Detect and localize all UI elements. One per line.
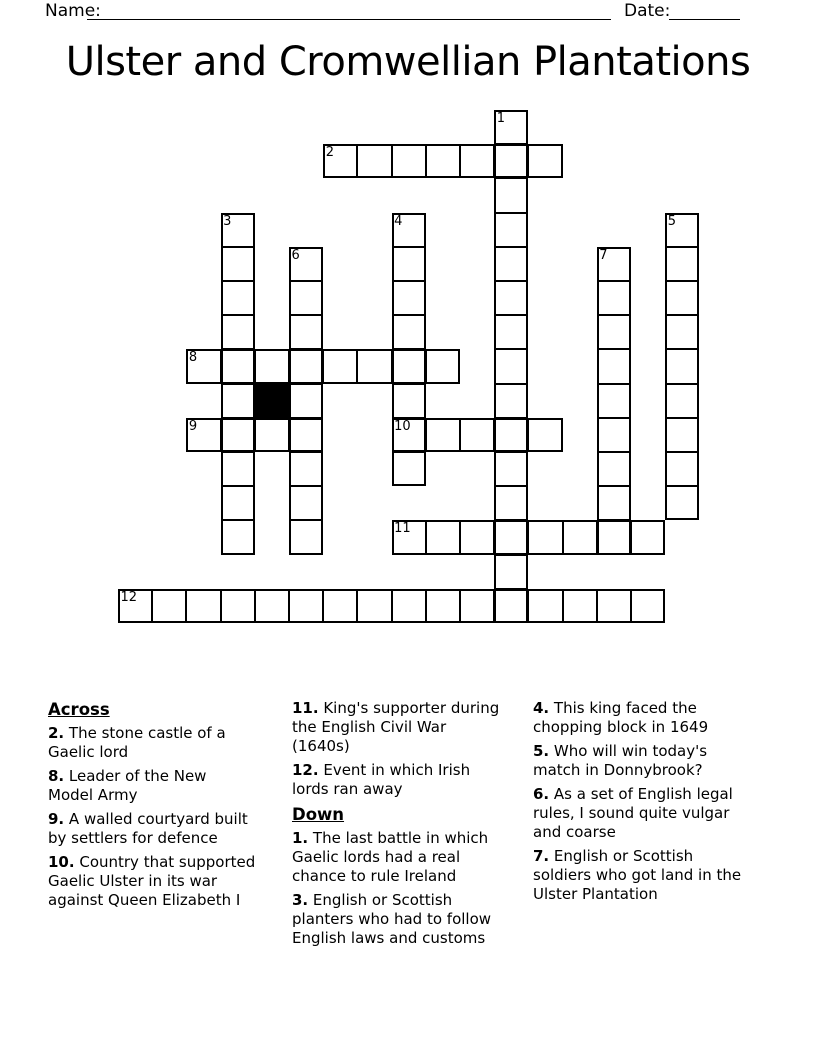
grid-cell[interactable] bbox=[426, 144, 460, 178]
grid-cell[interactable] bbox=[494, 247, 528, 281]
grid-cell[interactable] bbox=[665, 452, 699, 486]
grid-cell[interactable] bbox=[357, 144, 391, 178]
grid-cell[interactable] bbox=[494, 349, 528, 383]
grid-cell[interactable] bbox=[494, 110, 528, 144]
grid-cell[interactable] bbox=[528, 589, 562, 623]
grid-cell[interactable] bbox=[289, 486, 323, 520]
grid-cell[interactable] bbox=[392, 384, 426, 418]
grid-cell[interactable] bbox=[426, 589, 460, 623]
grid-cell[interactable] bbox=[289, 281, 323, 315]
grid-cell[interactable] bbox=[494, 418, 528, 452]
clue-number-8: 8 bbox=[188, 350, 198, 366]
grid-cell[interactable] bbox=[494, 144, 528, 178]
grid-cell[interactable] bbox=[665, 213, 699, 247]
grid-cell[interactable] bbox=[426, 418, 460, 452]
grid-cell[interactable] bbox=[665, 486, 699, 520]
clue-number-7: 7 bbox=[599, 247, 608, 263]
grid-cell[interactable] bbox=[392, 520, 426, 554]
clue-12: 12. Event in which Irish lords ran away bbox=[292, 761, 471, 798]
clue-num-label: 7. bbox=[533, 847, 550, 865]
grid-cell[interactable] bbox=[289, 520, 323, 554]
grid-cell[interactable] bbox=[528, 144, 562, 178]
grid-cell[interactable] bbox=[357, 589, 391, 623]
grid-cell[interactable] bbox=[289, 589, 323, 623]
grid-cell[interactable] bbox=[357, 349, 391, 383]
grid-cell[interactable] bbox=[597, 589, 631, 623]
clue-num-label: 5. bbox=[533, 742, 550, 760]
grid-cell[interactable] bbox=[221, 486, 255, 520]
clue-number-3: 3 bbox=[223, 213, 232, 229]
grid-cell[interactable] bbox=[221, 589, 255, 623]
grid-cell[interactable] bbox=[255, 589, 289, 623]
grid-cell[interactable] bbox=[460, 589, 494, 623]
grid-cell[interactable] bbox=[392, 452, 426, 486]
clue-number-12: 12 bbox=[120, 589, 138, 605]
grid-cell[interactable] bbox=[221, 213, 255, 247]
grid-cell[interactable] bbox=[221, 349, 255, 383]
clue-num-label: 4. bbox=[533, 699, 550, 717]
clue-num-label: 3. bbox=[292, 891, 309, 909]
grid-cell[interactable] bbox=[460, 144, 494, 178]
clue-7: 7. English or Scottish soldiers who got land in the Ulster Plantation bbox=[533, 847, 742, 903]
clue-2: 2. The stone castle of a Gaelic lord bbox=[48, 724, 226, 761]
grid-cell[interactable] bbox=[494, 520, 528, 554]
grid-cell[interactable] bbox=[597, 452, 631, 486]
grid-cell[interactable] bbox=[221, 384, 255, 418]
clue-column-3 bbox=[533, 699, 749, 909]
grid-cell[interactable] bbox=[118, 589, 152, 623]
clue-6: 6. As a set of English legal rules, I sound quite vulgar and coarse bbox=[533, 785, 733, 841]
grid-cell[interactable] bbox=[665, 418, 699, 452]
clue-4: 4. This king faced the chopping block in 1649 bbox=[533, 699, 709, 736]
name-blank-line bbox=[87, 1, 611, 20]
grid-cell[interactable] bbox=[494, 452, 528, 486]
clue-column-2 bbox=[292, 699, 504, 953]
grid-cell[interactable] bbox=[597, 281, 631, 315]
grid-cell[interactable] bbox=[494, 213, 528, 247]
grid-cell[interactable] bbox=[323, 144, 357, 178]
grid-cell[interactable] bbox=[392, 144, 426, 178]
clue-11: 11. King's supporter during the English Civil War (1640s) bbox=[292, 699, 500, 755]
grid-cell[interactable] bbox=[221, 520, 255, 554]
clue-10: 10. Country that supported Gaelic Ulster in its war against Queen Elizabeth I bbox=[48, 853, 256, 909]
grid-cell[interactable] bbox=[392, 247, 426, 281]
grid-cell[interactable] bbox=[494, 384, 528, 418]
clue-number-1: 1 bbox=[496, 111, 505, 126]
grid-cell[interactable] bbox=[494, 555, 528, 589]
clue-1: 1. The last battle in which Gaelic lords had a real chance to rule Ireland bbox=[292, 829, 489, 885]
grid-cell[interactable] bbox=[221, 315, 255, 349]
grid-cell[interactable] bbox=[392, 281, 426, 315]
grid-cell[interactable] bbox=[426, 520, 460, 554]
clue-number-10: 10 bbox=[394, 418, 411, 434]
grid-cell[interactable] bbox=[289, 247, 323, 281]
clue-num-label: 1. bbox=[292, 829, 309, 847]
clue-number-9: 9 bbox=[188, 418, 198, 434]
name-label: Name: bbox=[45, 1, 101, 21]
clue-number-4: 4 bbox=[394, 213, 403, 229]
grid-cell[interactable] bbox=[186, 349, 220, 383]
grid-cell[interactable] bbox=[289, 384, 323, 418]
grid-cell[interactable] bbox=[597, 520, 631, 554]
clue-3: 3. English or Scottish planters who had to follow English laws and customs bbox=[292, 891, 492, 947]
grid-cell[interactable] bbox=[460, 418, 494, 452]
clue-5: 5. Who will win today's match in Donnybrook? bbox=[533, 742, 708, 779]
grid-cell[interactable] bbox=[289, 349, 323, 383]
grid-cell[interactable] bbox=[665, 349, 699, 383]
grid-cell[interactable] bbox=[665, 315, 699, 349]
down-heading: Down bbox=[292, 805, 345, 824]
grid-cell[interactable] bbox=[186, 418, 220, 452]
grid-cell[interactable] bbox=[494, 315, 528, 349]
grid-cell[interactable] bbox=[597, 384, 631, 418]
clue-8: 8. Leader of the New Model Army bbox=[48, 767, 207, 804]
grid-cell[interactable] bbox=[323, 349, 357, 383]
grid-cell[interactable] bbox=[597, 349, 631, 383]
clue-number-5: 5 bbox=[667, 213, 676, 229]
grid-cell[interactable] bbox=[289, 418, 323, 452]
grid-cell[interactable] bbox=[631, 589, 665, 623]
grid-cell[interactable] bbox=[221, 452, 255, 486]
clue-number-6: 6 bbox=[291, 247, 300, 263]
clue-num-label: 6. bbox=[533, 785, 550, 803]
grid-cell[interactable] bbox=[221, 418, 255, 452]
grid-cell[interactable] bbox=[665, 247, 699, 281]
grid-cell[interactable] bbox=[460, 520, 494, 554]
grid-cell[interactable] bbox=[665, 384, 699, 418]
grid-cell[interactable] bbox=[255, 349, 289, 383]
grid-cell[interactable] bbox=[563, 520, 597, 554]
grid-cell[interactable] bbox=[152, 589, 186, 623]
clue-number-11: 11 bbox=[394, 521, 411, 537]
clue-num-label: 8. bbox=[48, 767, 65, 785]
clue-num-label: 10. bbox=[48, 853, 75, 871]
grid-cell[interactable] bbox=[392, 213, 426, 247]
grid-cell[interactable] bbox=[392, 418, 426, 452]
grid-cell[interactable] bbox=[597, 486, 631, 520]
blocked-cell bbox=[255, 384, 289, 418]
grid-cell[interactable] bbox=[186, 589, 220, 623]
grid-cell[interactable] bbox=[221, 247, 255, 281]
grid-cell[interactable] bbox=[392, 315, 426, 349]
date-blank-line bbox=[669, 1, 740, 20]
grid-cell[interactable] bbox=[289, 452, 323, 486]
clue-column-1 bbox=[48, 699, 256, 915]
grid-cell[interactable] bbox=[392, 589, 426, 623]
grid-cell[interactable] bbox=[494, 589, 528, 623]
puzzle-title: Ulster and Cromwellian Plantations bbox=[65, 39, 751, 85]
date-label: Date: bbox=[624, 1, 671, 21]
grid-cell[interactable] bbox=[494, 281, 528, 315]
grid-cell[interactable] bbox=[631, 520, 665, 554]
clue-num-label: 9. bbox=[48, 810, 65, 828]
grid-cell[interactable] bbox=[597, 418, 631, 452]
grid-cell[interactable] bbox=[289, 315, 323, 349]
grid-cell[interactable] bbox=[221, 281, 255, 315]
grid-cell[interactable] bbox=[494, 178, 528, 212]
grid-cell[interactable] bbox=[392, 349, 426, 383]
grid-cell[interactable] bbox=[597, 315, 631, 349]
grid-cell[interactable] bbox=[255, 418, 289, 452]
grid-cell[interactable] bbox=[597, 247, 631, 281]
clue-9: 9. A walled courtyard built by settlers for defence bbox=[48, 810, 248, 847]
grid-cell[interactable] bbox=[323, 589, 357, 623]
grid-cell[interactable] bbox=[494, 486, 528, 520]
grid-cell[interactable] bbox=[426, 349, 460, 383]
clue-num-label: 11. bbox=[292, 699, 319, 717]
grid-cell[interactable] bbox=[528, 418, 562, 452]
grid-cell[interactable] bbox=[528, 520, 562, 554]
clue-num-label: 12. bbox=[292, 761, 319, 779]
clue-num-label: 2. bbox=[48, 724, 65, 742]
across-heading: Across bbox=[48, 700, 110, 719]
crossword-grid bbox=[118, 110, 699, 623]
grid-cell[interactable] bbox=[665, 281, 699, 315]
clue-number-2: 2 bbox=[325, 145, 334, 161]
grid-cell[interactable] bbox=[563, 589, 597, 623]
